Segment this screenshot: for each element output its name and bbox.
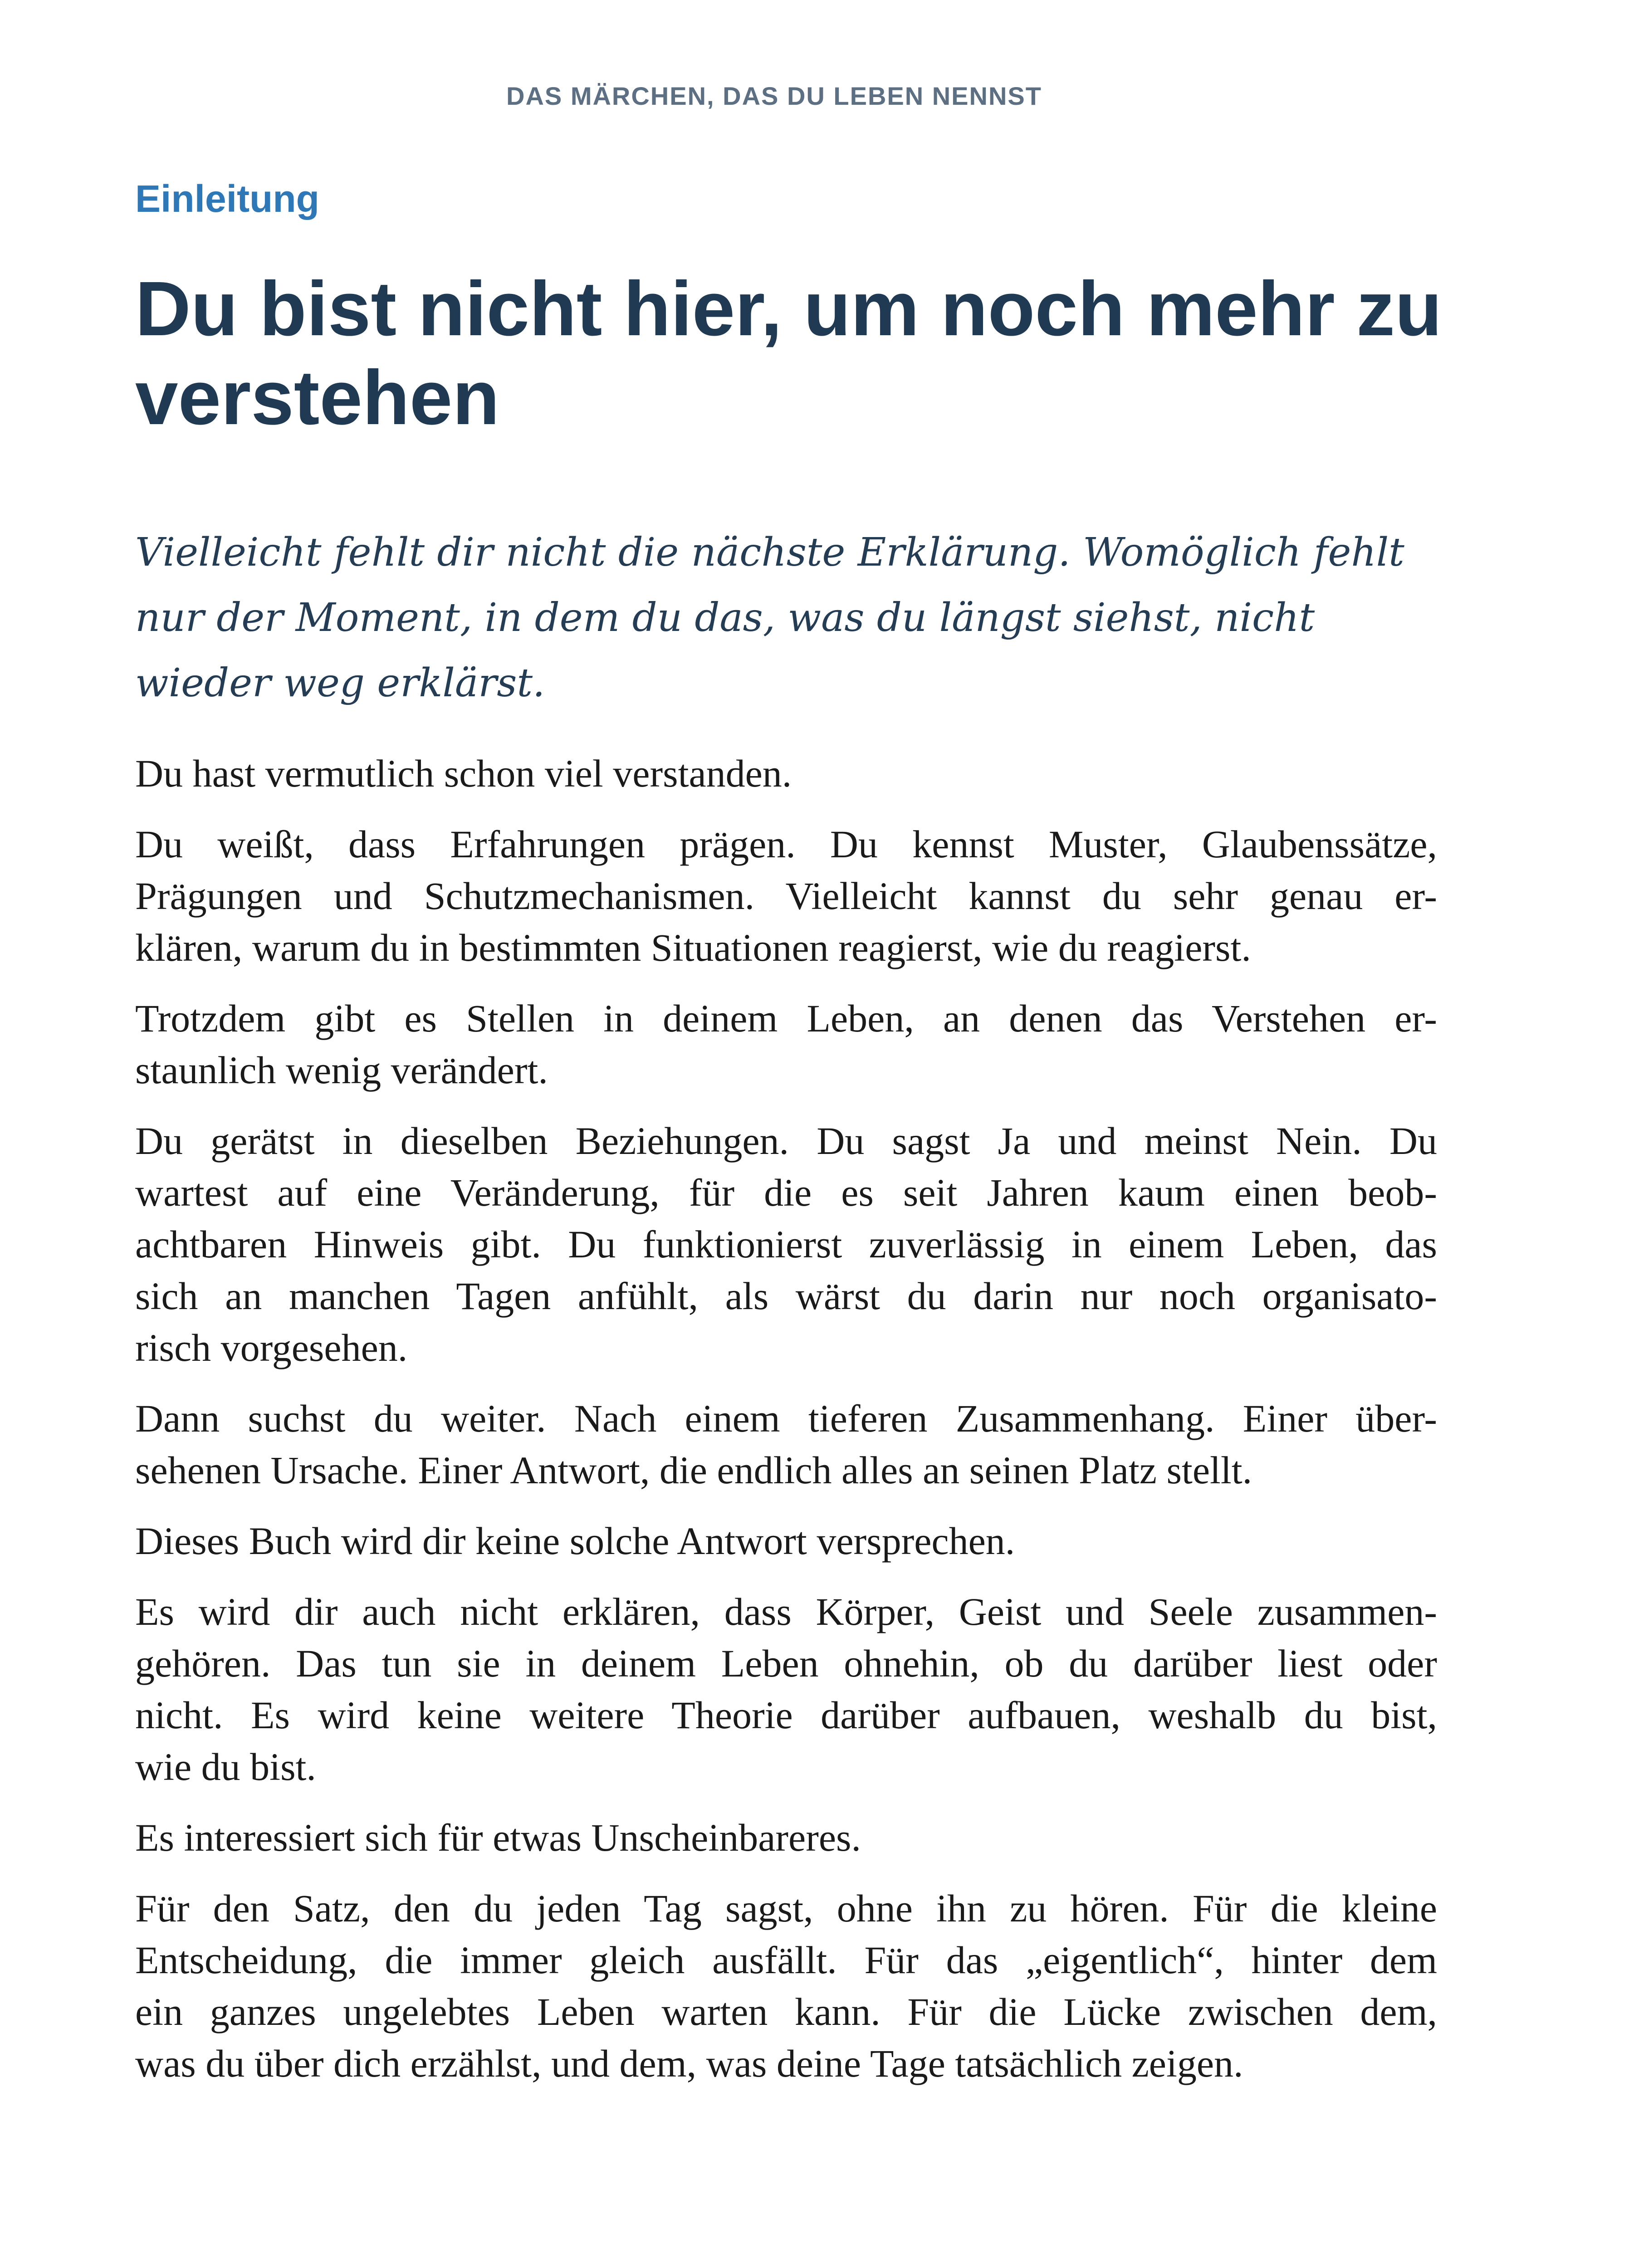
body-paragraph: [135, 1812, 1437, 1863]
body-line: Entscheidung, die immer gleich ausfällt. Für das „eigentlich“, hinter dem: [135, 1938, 1437, 1982]
body-line: achtbaren Hinweis gibt. Du funktionierst zuverlässig in einem Leben, das: [135, 1222, 1437, 1266]
body-line: Du weißt, dass Erfahrungen prägen. Du kennst Muster, Glaubenssätze,: [135, 822, 1437, 866]
lead-line: wieder weg erklärst.: [135, 660, 545, 706]
body-line: staunlich wenig verändert.: [135, 1048, 548, 1092]
body-line: nicht. Es wird keine weitere Theorie darüber aufbauen, weshalb du bist,: [135, 1693, 1437, 1737]
body-paragraph: [135, 1515, 1437, 1567]
body-line: wartest auf eine Veränderung, für die es seit Jahren kaum einen beob-: [135, 1171, 1437, 1214]
lead-line: Vielleicht fehlt dir nicht die nächste Erklärung. Womöglich fehlt: [135, 530, 1404, 575]
chapter-title: Du bist nicht hier, um noch mehr zu verstehen: [135, 266, 1442, 441]
body-line: sich an manchen Tagen anfühlt, als wärst du darin nur noch organisato-: [135, 1274, 1437, 1318]
lead-line: nur der Moment, in dem du das, was du längst siehst, nicht: [135, 595, 1315, 640]
body-paragraph: [135, 1882, 1437, 2089]
body-line: Du gerätst in dieselben Beziehungen. Du sagst Ja und meinst Nein. Du: [135, 1119, 1437, 1163]
body-line: Es wird dir auch nicht erklären, dass Körper, Geist und Seele zusammen-: [135, 1590, 1437, 1633]
body-paragraph: [135, 818, 1437, 973]
body-line: Dann suchst du weiter. Nach einem tieferen Zusammenhang. Einer über-: [135, 1397, 1437, 1440]
body-line: Es interessiert sich für etwas Unscheinbareres.: [135, 1816, 861, 1859]
body-paragraph: [135, 748, 1437, 799]
body-paragraph: [135, 1586, 1437, 1793]
body-line: risch vorgesehen.: [135, 1326, 408, 1369]
body-line: Für den Satz, den du jeden Tag sagst, ohne ihn zu hören. Für die kleine: [135, 1887, 1437, 1930]
lead-paragraph: [135, 520, 1451, 716]
running-header: DAS MÄRCHEN, DAS DU LEBEN NENNST: [506, 82, 1042, 110]
body-text: [135, 748, 1437, 2108]
body-paragraph: [135, 992, 1437, 1096]
body-line: Dieses Buch wird dir keine solche Antwort versprechen.: [135, 1519, 1015, 1563]
body-paragraph: [135, 1393, 1437, 1496]
body-line: sehenen Ursache. Einer Antwort, die endlich alles an seinen Platz stellt.: [135, 1448, 1252, 1492]
body-line: Trotzdem gibt es Stellen in deinem Leben, an denen das Verstehen er-: [135, 997, 1437, 1040]
chapter-label: Einleitung: [135, 177, 319, 220]
body-line: gehören. Das tun sie in deinem Leben ohnehin, ob du darüber liest oder: [135, 1642, 1437, 1685]
body-line: klären, warum du in bestimmten Situationen reagierst, wie du reagierst.: [135, 926, 1251, 969]
body-line: ein ganzes ungelebtes Leben warten kann. Für die Lücke zwischen dem,: [135, 1990, 1437, 2033]
body-line: Du hast vermutlich schon viel verstanden.: [135, 752, 792, 795]
body-line: was du über dich erzählst, und dem, was deine Tage tatsächlich zeigen.: [135, 2042, 1243, 2085]
body-paragraph: [135, 1115, 1437, 1374]
body-line: Prägungen und Schutzmechanismen. Vielleicht kannst du sehr genau er-: [135, 874, 1437, 918]
body-line: wie du bist.: [135, 1745, 316, 1789]
